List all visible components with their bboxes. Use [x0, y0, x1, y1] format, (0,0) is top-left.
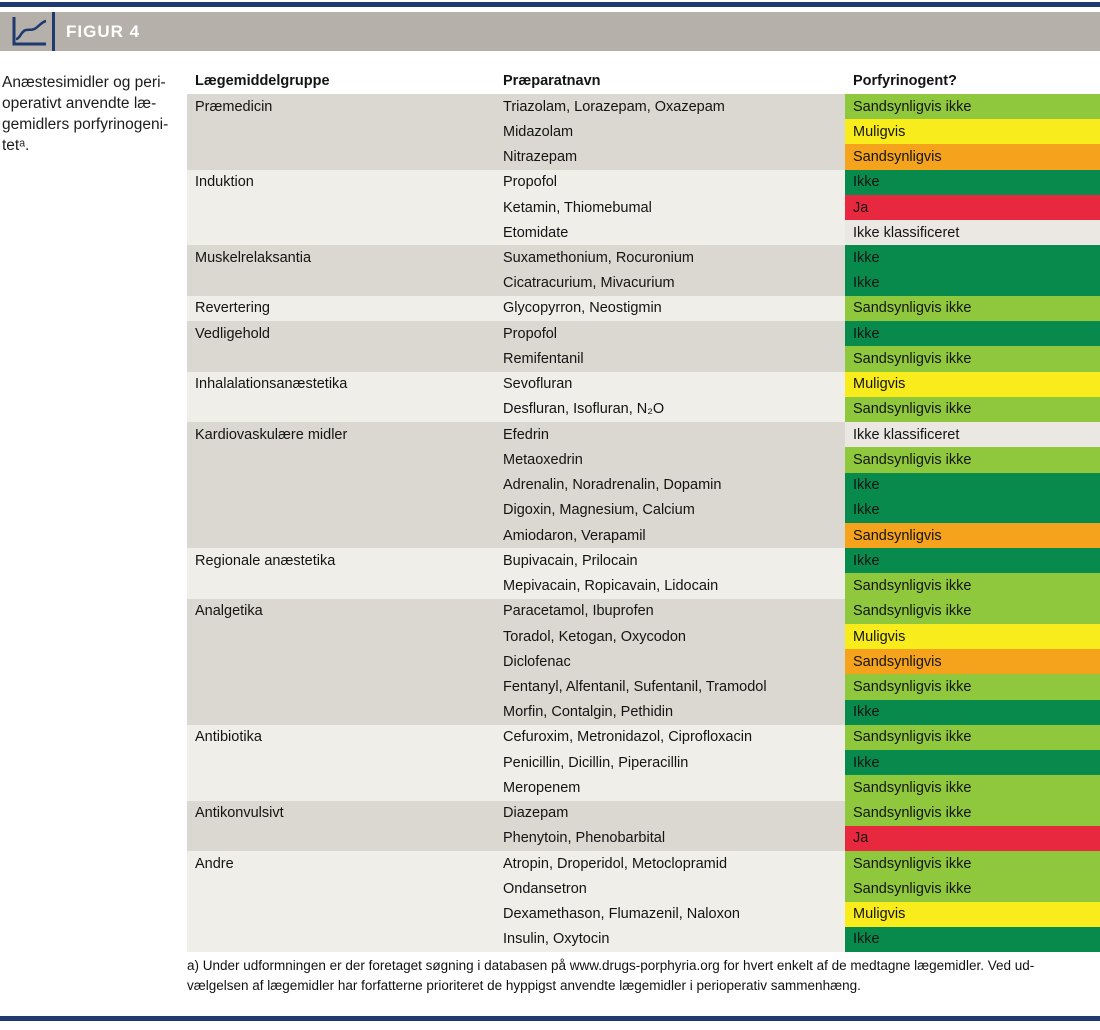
table-row	[187, 775, 1100, 800]
group-cell	[187, 498, 495, 523]
status-cell: Muligvis	[845, 372, 1100, 397]
table-row	[187, 725, 1100, 750]
table-header-row	[187, 68, 1100, 94]
group-cell: Induktion	[187, 170, 495, 195]
status-cell: Ikke	[845, 245, 1100, 270]
caption-line: operativt anvendte læ-	[2, 95, 157, 112]
drug-cell: Amiodaron, Verapamil	[495, 523, 845, 548]
table-row	[187, 750, 1100, 775]
status-cell: Ja	[845, 195, 1100, 220]
table-row	[187, 548, 1100, 573]
drug-cell: Metaoxedrin	[495, 447, 845, 472]
status-cell: Sandsynligvis ikke	[845, 346, 1100, 371]
status-cell: Sandsynligvis ikke	[845, 397, 1100, 422]
figure-label: FIGUR 4	[66, 21, 141, 41]
group-cell	[187, 775, 495, 800]
status-cell: Ikke	[845, 750, 1100, 775]
group-cell	[187, 346, 495, 371]
status-cell: Ikke	[845, 321, 1100, 346]
drug-cell: Phenytoin, Phenobarbital	[495, 826, 845, 851]
status-cell: Ikke	[845, 548, 1100, 573]
status-cell: Sandsynligvis ikke	[845, 599, 1100, 624]
status-cell: Sandsynligvis ikke	[845, 876, 1100, 901]
footnote-line: vælgelsen af lægemidler har forfatterne prioriteret de hyppigst anvendte lægemidler i perioperativ sammenhæng.	[187, 977, 861, 993]
drug-cell: Meropenem	[495, 775, 845, 800]
status-cell: Ikke	[845, 271, 1100, 296]
caption-line: tetᵃ.	[2, 137, 30, 154]
table-row	[187, 422, 1100, 447]
table-row	[187, 927, 1100, 952]
group-cell	[187, 397, 495, 422]
drug-cell: Midazolam	[495, 119, 845, 144]
group-cell	[187, 750, 495, 775]
table-row	[187, 296, 1100, 321]
column-header-group: Lægemiddelgruppe	[195, 73, 330, 89]
status-cell: Ja	[845, 826, 1100, 851]
table-row	[187, 801, 1100, 826]
status-cell: Sandsynligvis ikke	[845, 674, 1100, 699]
group-cell	[187, 674, 495, 699]
status-cell: Sandsynligvis ikke	[845, 447, 1100, 472]
drug-cell: Atropin, Droperidol, Metoclopramid	[495, 851, 845, 876]
column-header-status: Porfyrinogent?	[853, 73, 957, 89]
group-cell: Analgetika	[187, 599, 495, 624]
status-cell: Sandsynligvis	[845, 523, 1100, 548]
group-cell	[187, 573, 495, 598]
figure-header-band	[0, 12, 1100, 51]
table-row	[187, 700, 1100, 725]
table-row	[187, 144, 1100, 169]
drug-cell: Diazepam	[495, 801, 845, 826]
drug-cell: Glycopyrron, Neostigmin	[495, 296, 845, 321]
table-row	[187, 119, 1100, 144]
drug-cell: Digoxin, Magnesium, Calcium	[495, 498, 845, 523]
table-row	[187, 321, 1100, 346]
drug-cell: Etomidate	[495, 220, 845, 245]
drug-cell: Propofol	[495, 170, 845, 195]
drug-cell: Desfluran, Isofluran, N₂O	[495, 397, 845, 422]
group-cell	[187, 119, 495, 144]
status-cell: Ikke	[845, 473, 1100, 498]
drug-cell: Penicillin, Dicillin, Piperacillin	[495, 750, 845, 775]
group-cell	[187, 523, 495, 548]
group-cell	[187, 195, 495, 220]
status-cell: Muligvis	[845, 902, 1100, 927]
drug-cell: Propofol	[495, 321, 845, 346]
table-row	[187, 674, 1100, 699]
table-row	[187, 195, 1100, 220]
table-row	[187, 372, 1100, 397]
group-cell: Inhalalationsanæstetika	[187, 372, 495, 397]
group-cell: Vedligehold	[187, 321, 495, 346]
table-row	[187, 447, 1100, 472]
status-cell: Ikke	[845, 498, 1100, 523]
status-cell: Sandsynligvis ikke	[845, 801, 1100, 826]
status-cell: Sandsynligvis ikke	[845, 725, 1100, 750]
table-row	[187, 94, 1100, 119]
status-cell: Muligvis	[845, 119, 1100, 144]
group-cell	[187, 624, 495, 649]
drug-cell: Mepivacain, Ropicavain, Lidocain	[495, 573, 845, 598]
group-cell	[187, 649, 495, 674]
status-cell: Ikke klassificeret	[845, 220, 1100, 245]
group-cell: Andre	[187, 851, 495, 876]
drug-cell: Triazolam, Lorazepam, Oxazepam	[495, 94, 845, 119]
status-cell: Ikke klassificeret	[845, 422, 1100, 447]
status-cell: Ikke	[845, 927, 1100, 952]
drug-cell: Cefuroxim, Metronidazol, Ciprofloxacin	[495, 725, 845, 750]
status-cell: Ikke	[845, 170, 1100, 195]
table-row	[187, 876, 1100, 901]
group-cell	[187, 700, 495, 725]
status-cell: Sandsynligvis ikke	[845, 573, 1100, 598]
drug-cell: Fentanyl, Alfentanil, Sufentanil, Tramodol	[495, 674, 845, 699]
group-cell	[187, 144, 495, 169]
table-row	[187, 573, 1100, 598]
table-row	[187, 624, 1100, 649]
drug-cell: Ondansetron	[495, 876, 845, 901]
table-row	[187, 473, 1100, 498]
footnote	[187, 956, 1100, 995]
group-cell: Antikonvulsivt	[187, 801, 495, 826]
group-cell	[187, 447, 495, 472]
group-cell	[187, 220, 495, 245]
table-row	[187, 271, 1100, 296]
drug-cell: Nitrazepam	[495, 144, 845, 169]
status-cell: Ikke	[845, 700, 1100, 725]
table-row	[187, 649, 1100, 674]
drug-cell: Paracetamol, Ibuprofen	[495, 599, 845, 624]
drug-cell: Morfin, Contalgin, Pethidin	[495, 700, 845, 725]
drug-cell: Efedrin	[495, 422, 845, 447]
table-row	[187, 397, 1100, 422]
bottom-rule	[0, 1016, 1100, 1021]
table-body	[187, 94, 1100, 952]
top-rule	[0, 2, 1100, 7]
status-cell: Sandsynligvis ikke	[845, 775, 1100, 800]
table-row	[187, 851, 1100, 876]
group-cell: Revertering	[187, 296, 495, 321]
table-row	[187, 599, 1100, 624]
group-cell: Muskelrelaksantia	[187, 245, 495, 270]
porphyrinogenicity-table	[187, 68, 1100, 952]
group-cell	[187, 927, 495, 952]
status-cell: Sandsynligvis ikke	[845, 296, 1100, 321]
drug-cell: Toradol, Ketogan, Oxycodon	[495, 624, 845, 649]
table-row	[187, 220, 1100, 245]
drug-cell: Sevofluran	[495, 372, 845, 397]
caption-line: Anæstesimidler og peri-	[2, 74, 166, 91]
table-row	[187, 826, 1100, 851]
table-row	[187, 245, 1100, 270]
drug-cell: Suxamethonium, Rocuronium	[495, 245, 845, 270]
table-row	[187, 346, 1100, 371]
caption-line: gemidlers porfyrinogeni-	[2, 116, 169, 133]
drug-cell: Dexamethason, Flumazenil, Naloxon	[495, 902, 845, 927]
status-cell: Muligvis	[845, 624, 1100, 649]
drug-cell: Bupivacain, Prilocain	[495, 548, 845, 573]
status-cell: Sandsynligvis ikke	[845, 851, 1100, 876]
group-cell: Præmedicin	[187, 94, 495, 119]
header-separator	[52, 12, 55, 51]
group-cell	[187, 902, 495, 927]
status-cell: Sandsynligvis ikke	[845, 94, 1100, 119]
figure-caption	[2, 72, 184, 156]
drug-cell: Adrenalin, Noradrenalin, Dopamin	[495, 473, 845, 498]
drug-cell: Remifentanil	[495, 346, 845, 371]
drug-cell: Ketamin, Thiomebumal	[495, 195, 845, 220]
table-row	[187, 170, 1100, 195]
drug-cell: Insulin, Oxytocin	[495, 927, 845, 952]
status-cell: Sandsynligvis	[845, 649, 1100, 674]
table-row	[187, 498, 1100, 523]
line-chart-icon	[9, 15, 49, 48]
table-row	[187, 523, 1100, 548]
group-cell: Kardiovaskulære midler	[187, 422, 495, 447]
group-cell	[187, 473, 495, 498]
group-cell	[187, 271, 495, 296]
drug-cell: Cicatracurium, Mivacurium	[495, 271, 845, 296]
column-header-drugs: Præparatnavn	[503, 73, 601, 89]
group-cell	[187, 876, 495, 901]
group-cell: Regionale anæstetika	[187, 548, 495, 573]
group-cell	[187, 826, 495, 851]
drug-cell: Diclofenac	[495, 649, 845, 674]
footnote-line: a) Under udformningen er der foretaget søgning i databasen på www.drugs-porphyria.org for hvert enkelt af de medtagne lægemidler. Ved ud-	[187, 958, 1035, 973]
group-cell: Antibiotika	[187, 725, 495, 750]
status-cell: Sandsynligvis	[845, 144, 1100, 169]
table-row	[187, 902, 1100, 927]
